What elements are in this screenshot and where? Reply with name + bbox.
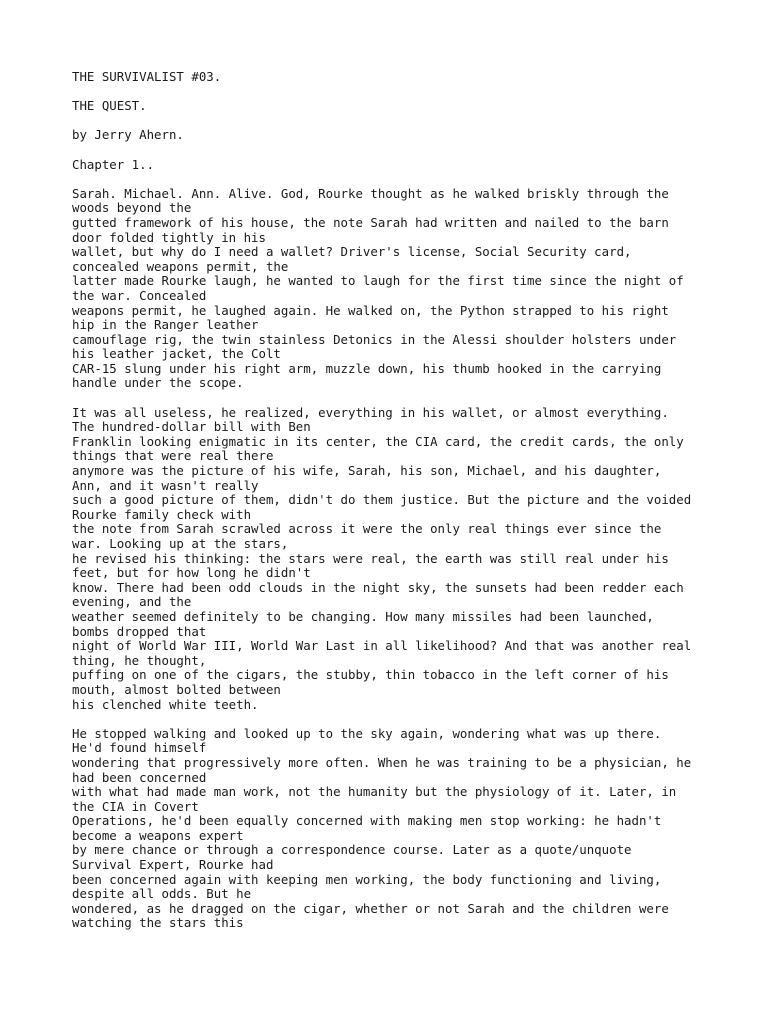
text-line: mouth, almost bolted between bbox=[72, 681, 281, 697]
text-line: Survival Expert, Rourke had bbox=[72, 857, 274, 873]
text-line: had been concerned bbox=[72, 769, 207, 785]
text-line: camouflage rig, the twin stainless Detonics in the Alessi shoulder holsters under bbox=[72, 331, 677, 347]
text-line: the CIA in Covert bbox=[72, 798, 199, 814]
text-line: with what had made man work, not the humanity but the physiology of it. Later, in bbox=[72, 784, 677, 800]
text-line: weapons permit, he laughed again. He walked on, the Python strapped to his right bbox=[72, 302, 669, 318]
chapter-heading: Chapter 1.. bbox=[72, 156, 155, 172]
text-line: the war. Concealed bbox=[72, 287, 207, 303]
text-line: wondered, as he dragged on the cigar, whether or not Sarah and the children were bbox=[72, 900, 669, 916]
text-line: been concerned again with keeping men working, the body functioning and living, bbox=[72, 871, 662, 887]
text-line: know. There had been odd clouds in the night sky, the sunsets had been redder each bbox=[72, 579, 684, 595]
text-line: hip in the Ranger leather bbox=[72, 317, 259, 333]
text-line: bombs dropped that bbox=[72, 623, 207, 639]
text-line: weather seemed definitely to be changing. How many missiles had been launched, bbox=[72, 608, 654, 624]
text-line: Sarah. Michael. Ann. Alive. God, Rourke thought as he walked briskly through the bbox=[72, 185, 669, 201]
text-line: CAR-15 slung under his right arm, muzzle down, his thumb hooked in the carrying bbox=[72, 360, 662, 376]
text-line: wondering that progressively more often. When he was training to be a physician, he bbox=[72, 754, 692, 770]
text-line: anymore was the picture of his wife, Sarah, his son, Michael, and his daughter, bbox=[72, 463, 662, 479]
text-line: Ann, and it wasn't really bbox=[72, 477, 259, 493]
series-title: THE SURVIVALIST #03. bbox=[72, 69, 222, 84]
text-line: his leather jacket, the Colt bbox=[72, 346, 281, 362]
text-line: Rourke family check with bbox=[72, 506, 252, 522]
text-line: puffing on one of the cigars, the stubby, thin tobacco in the left corner of his bbox=[72, 667, 669, 683]
book-title: THE QUEST. bbox=[72, 98, 147, 114]
text-line: Operations, he'd been equally concerned with making men stop working: he hadn't bbox=[72, 813, 662, 829]
text-line: become a weapons expert bbox=[72, 827, 244, 843]
text-line: The hundred-dollar bill with Ben bbox=[72, 419, 311, 435]
text-line: thing, he thought, bbox=[72, 652, 207, 668]
text-line: feet, but for how long he didn't bbox=[72, 565, 311, 581]
text-line: things that were real there bbox=[72, 448, 274, 464]
text-line: latter made Rourke laugh, he wanted to laugh for the first time since the night of bbox=[72, 273, 684, 289]
text-line: war. Looking up at the stars, bbox=[72, 536, 289, 551]
text-line: woods beyond the bbox=[72, 200, 192, 216]
text-line: such a good picture of them, didn't do them justice. But the picture and the voided bbox=[72, 492, 692, 508]
text-line: his clenched white teeth. bbox=[72, 696, 259, 712]
text-line: gutted framework of his house, the note Sarah had written and nailed to the barn bbox=[72, 214, 669, 230]
text-line: by mere chance or through a correspondence course. Later as a quote/unquote bbox=[72, 842, 632, 858]
text-line: he revised his thinking: the stars were real, the earth was still real under his bbox=[72, 550, 669, 566]
paragraph-3 bbox=[72, 727, 732, 931]
text-line: watching the stars this bbox=[72, 915, 244, 931]
text-line: wallet, but why do I need a wallet? Driver's license, Social Security card, bbox=[72, 244, 632, 260]
author-line: by Jerry Ahern. bbox=[72, 127, 184, 143]
text-line: He stopped walking and looked up to the sky again, wondering what was up there. bbox=[72, 725, 662, 741]
text-line: despite all odds. But he bbox=[72, 886, 252, 902]
text-line: Franklin looking enigmatic in its center, the CIA card, the credit cards, the only bbox=[72, 433, 684, 449]
text-line: handle under the scope. bbox=[72, 375, 244, 391]
document-page bbox=[72, 70, 732, 946]
text-line: It was all useless, he realized, everything in his wallet, or almost everything. bbox=[72, 404, 669, 420]
text-line: He'd found himself bbox=[72, 740, 207, 756]
text-line: concealed weapons permit, the bbox=[72, 258, 289, 274]
text-line: night of World War III, World War Last in all likelihood? And that was another real bbox=[72, 638, 692, 654]
paragraph-2 bbox=[72, 406, 732, 712]
text-line: door folded tightly in his bbox=[72, 229, 266, 245]
text-line: evening, and the bbox=[72, 594, 192, 610]
paragraph-1 bbox=[72, 187, 732, 391]
text-line: the note from Sarah scrawled across it were the only real things ever since the bbox=[72, 521, 662, 537]
